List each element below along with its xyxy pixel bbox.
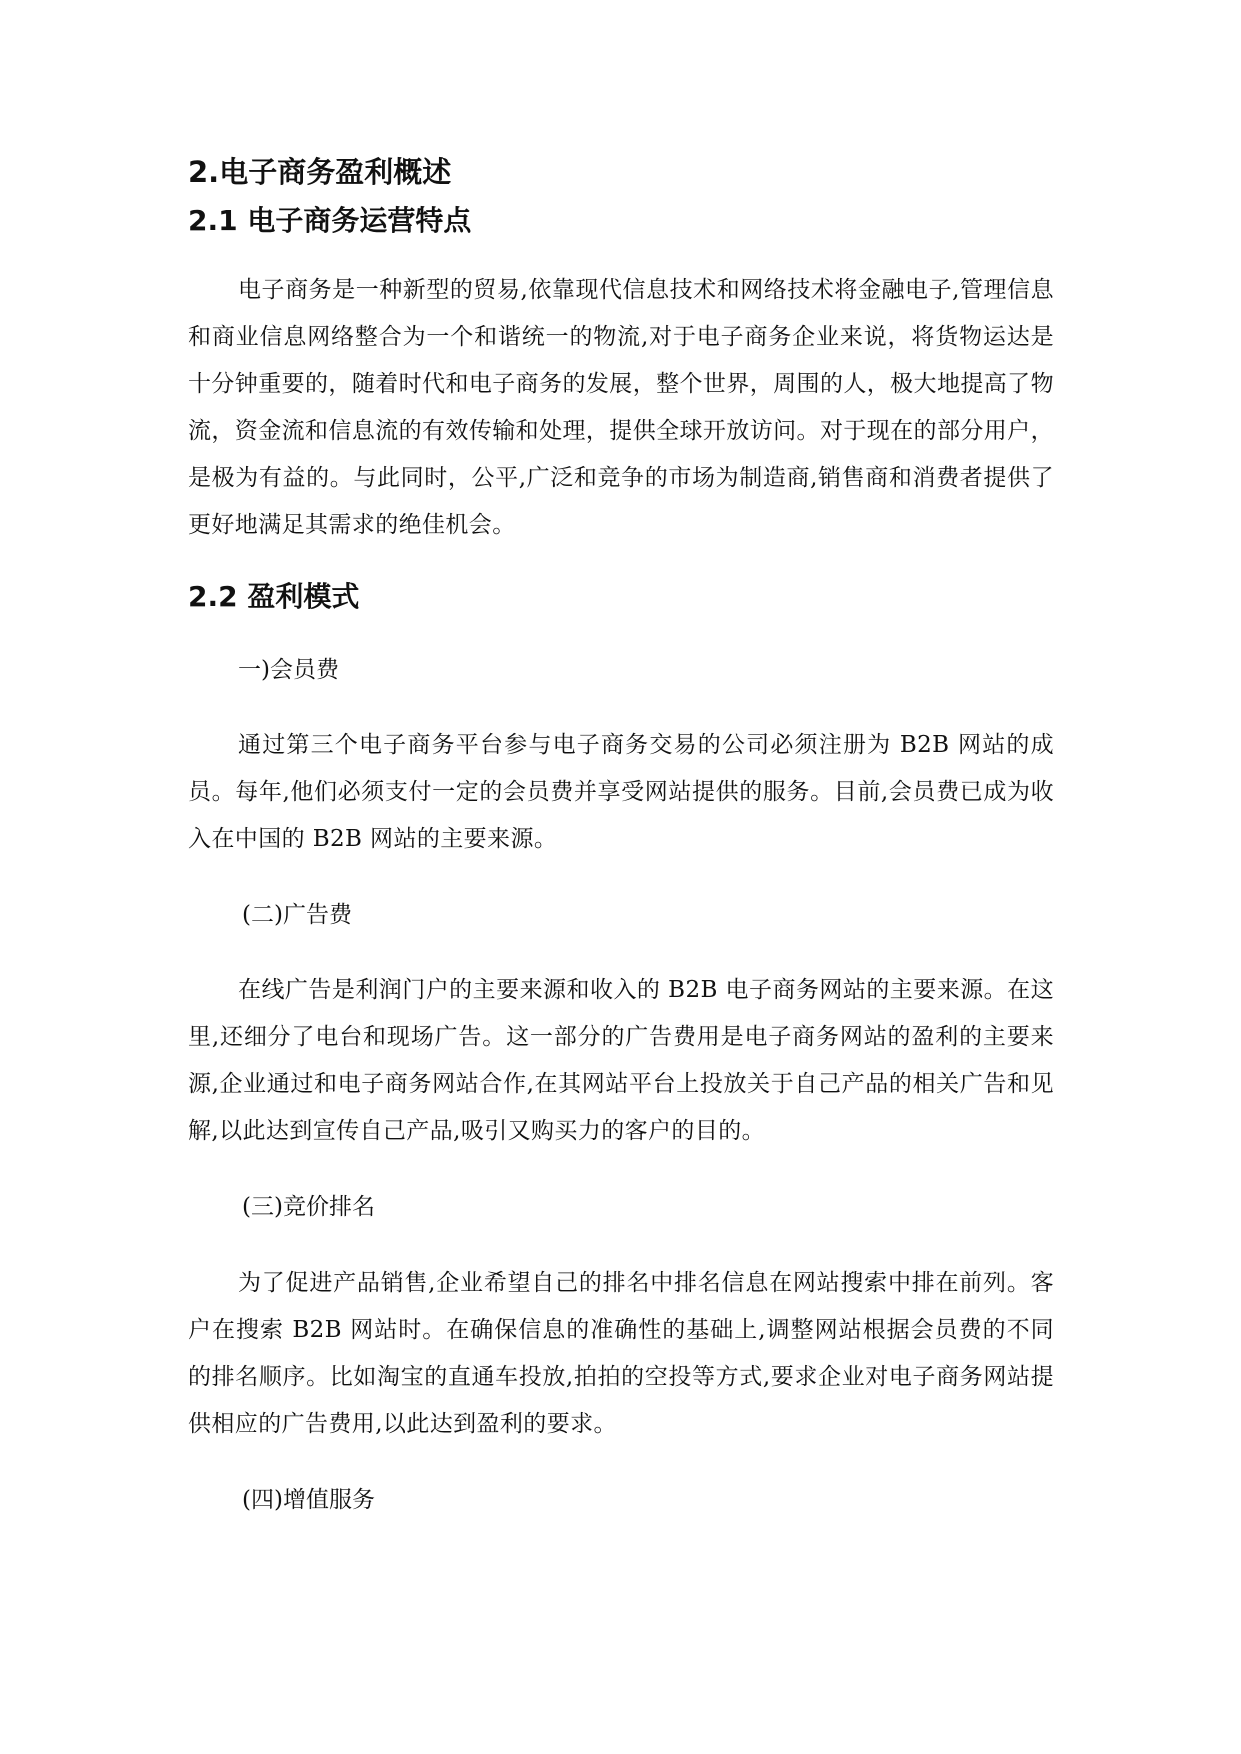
- document-body: [188, 150, 1054, 1524]
- subsection-label-value-added-services: (四)增值服务: [242, 1487, 375, 1513]
- subsection-label-bidding-ranking: (三)竞价排名: [242, 1194, 375, 1220]
- subsection-label-membership-fee: 一)会员费: [238, 657, 339, 683]
- chapter-heading: 2.电子商务盈利概述: [188, 155, 452, 189]
- section-2-1-paragraph: 电子商务是一种新型的贸易,依靠现代信息技术和网络技术将金融电子,管理信息和商业信息网络整合为一个和谐统一的物流,对于电子商务企业来说，将货物运达是十分钟重要的，随着时代和电子商务的发展，整个世界，周围的人，极大地提高了物流，资金流和信息流的有效传输和处理，提供全球开放访问。对于现在的部分用户，是极为有益的。与此同时，公平,广泛和竞争的市场为制造商,销售商和消费者提供了更好地满足其需求的绝佳机会。: [188, 277, 1054, 538]
- advertising-fee-paragraph: 在线广告是利润门户的主要来源和收入的 B2B 电子商务网站的主要来源。在这里,还细分了电台和现场广告。这一部分的广告费用是电子商务网站的盈利的主要来源,企业通过和电子商务网站合作,在其网站平台上投放关于自己产品的相关广告和见解,以此达到宣传自己产品,吸引又购买力的客户的目的。: [188, 977, 1054, 1144]
- section-heading-2-2: 2.2 盈利模式: [188, 580, 360, 613]
- bidding-ranking-paragraph: 为了促进产品销售,企业希望自己的排名中排名信息在网站搜索中排在前列。客户在搜索 B2B 网站时。在确保信息的准确性的基础上,调整网站根据会员费的不同的排名顺序。比如淘宝的直通车投放,拍拍的空投等方式,要求企业对电子商务网站提供相应的广告费用,以此达到盈利的要求。: [188, 1270, 1054, 1437]
- subsection-label-advertising-fee: (二)广告费: [242, 902, 352, 928]
- section-heading-2-1: 2.1 电子商务运营特点: [188, 204, 472, 237]
- membership-fee-paragraph: 通过第三个电子商务平台参与电子商务交易的公司必须注册为 B2B 网站的成员。每年,他们必须支付一定的会员费并享受网站提供的服务。目前,会员费已成为收入在中国的 B2B 网站的主要来源。: [188, 732, 1054, 852]
